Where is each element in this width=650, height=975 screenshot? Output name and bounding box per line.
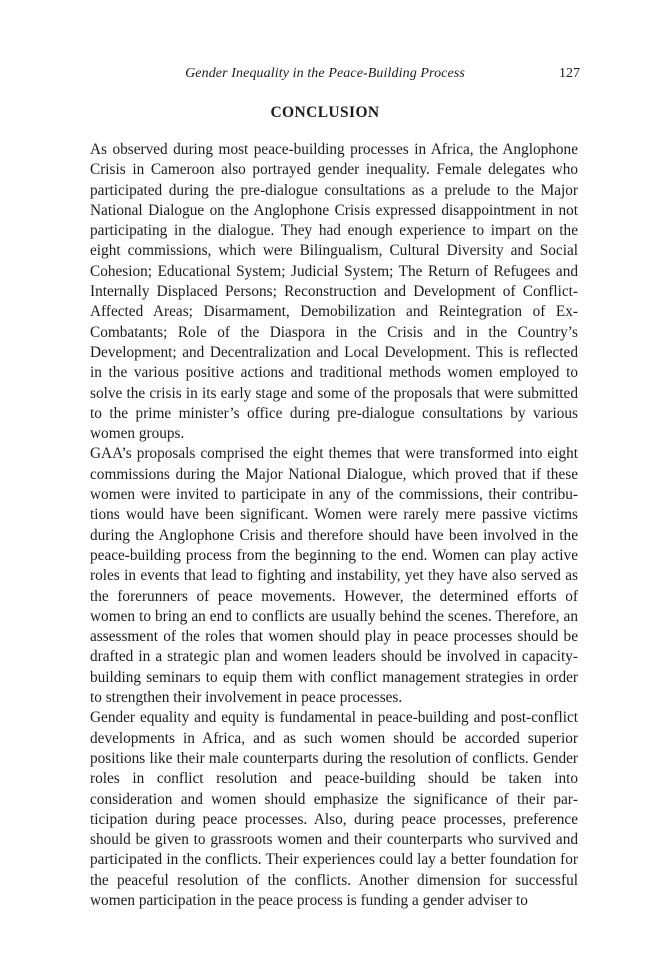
- paragraph-1: As observed during most peace-building processes in Africa, the Anglophone Crisis in Cameroon also portrayed gender inequality. Female delegates who participated during the pre-dialogue consultations as a prelude to the Major National Dialogue on the Anglophone Crisis expressed disappointment in not participating in the dialogue. They had enough experience to impart on the eight commissions, which were Bilingualism, Cultural Diversity and Social Cohesion; Educational System; Judicial System; The Return of Refugees and Internally Displaced Persons; Reconstruction and Development of Conflict-Affected Areas; Disarmament, Demobilization and Reintegration of Ex-Combatants; Role of the Diaspora in the Crisis and in the Country’s Development; and Decentralization and Local Development. This is reflected in the various positive actions and traditional methods women employed to solve the crisis in its early stage and some of the proposals that were submitted to the prime minister’s office during pre-dialogue consultations by various women groups.: [90, 141, 578, 443]
- paragraph-3: Gender equality and equity is fundamental in peace-building and post-conflict developments in Africa, and as such women should be accorded superior positions like their male counterparts during the resolution of conflicts. Gender roles in conflict resolution and peace-building should be taken into consideration and women should emphasize the significance of their participation during peace processes. Also, during peace processes, preference should be given to grassroots women and their counterparts who survived and participated in the conflicts. Their experiences could lay a better foundation for the peaceful resolution of the conflicts. Another dimension for successful women participation in the peace process is funding a gender adviser to: [90, 709, 578, 909]
- body-text: [90, 140, 578, 911]
- section-heading: CONCLUSION: [270, 104, 380, 121]
- running-header: [0, 66, 650, 88]
- paragraph-2: GAA’s proposals comprised the eight themes that were transformed into eight commissions during the Major National Dialogue, which proved that if these women were invited to participate in any of the commissions, their contributions would have been significant. Women were rarely mere passive victims during the Anglophone Crisis and therefore should have been involved in the peace-building process from the beginning to the end. Women can play active roles in events that lead to fighting and instability, yet they have also served as the forerunners of peace movements. However, the determined efforts of women to bring an end to conflicts are usually behind the scenes. Therefore, an assessment of the roles that women should play in peace processes should be drafted in a strategic plan and women leaders should be involved in capacity-building seminars to equip them with conflict management strategies in order to strengthen their involvement in peace processes.: [90, 445, 578, 707]
- running-title: Gender Inequality in the Peace-Building Process: [185, 66, 465, 81]
- page-number: 127: [559, 66, 580, 81]
